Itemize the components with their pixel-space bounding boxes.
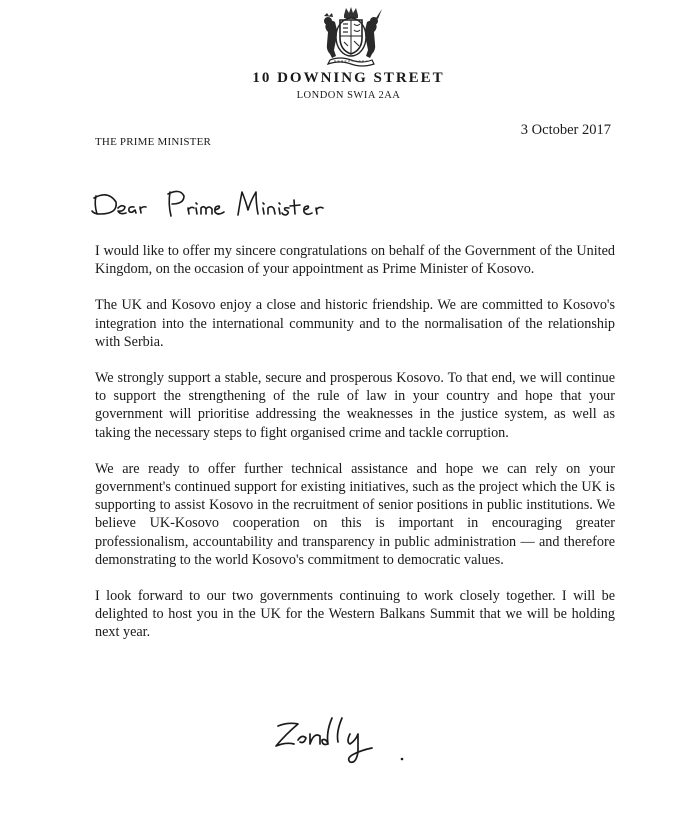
letterhead-address-line2: LONDON SWIA 2AA: [296, 90, 401, 101]
body-paragraph: I look forward to our two governments continuing to work closely together. I will be delighted to host you in the UK for the Western Balkans Summit that we will be holding next year.: [95, 588, 615, 641]
royal-crest-icon: [318, 6, 384, 68]
signature-icon: [270, 712, 410, 770]
letterhead-address-line1: 10 DOWNING STREET: [252, 70, 445, 86]
sender-title: THE PRIME MINISTER: [95, 136, 212, 148]
body-paragraph: The UK and Kosovo enjoy a close and historic friendship. We are committed to Kosovo's integration into the international community and to the normalisation of the relationship with Serbia.: [95, 297, 615, 350]
body-paragraph: We strongly support a stable, secure and prosperous Kosovo. To that end, we will continue to support the strengthening of the rule of law in your country and hope that your government will prioritise addressing the weaknesses in the justice system, as well as taking the necessary steps to fight organised crime and tackle corruption.: [95, 370, 615, 441]
letter-body: [95, 242, 615, 660]
body-paragraph: I would like to offer my sincere congratulations on behalf of the Government of the United Kingdom, on the occasion of your appointment as Prime Minister of Kosovo.: [95, 243, 615, 278]
body-paragraph: We are ready to offer further technical assistance and hope we can rely on your government's continued support for existing initiatives, such as the project which the UK is supporting to assist Kosovo in the recruitment of senior positions in public institutions. We believe UK-Kosovo cooperation on this is important in encouraging greater professionalism, accountability and transparency in public administration — and therefore demonstrating to the world Kosovo's commitment to democratic values.: [95, 460, 615, 568]
salutation-handwritten: [88, 180, 338, 226]
letter-date: 3 October 2017: [520, 122, 611, 138]
